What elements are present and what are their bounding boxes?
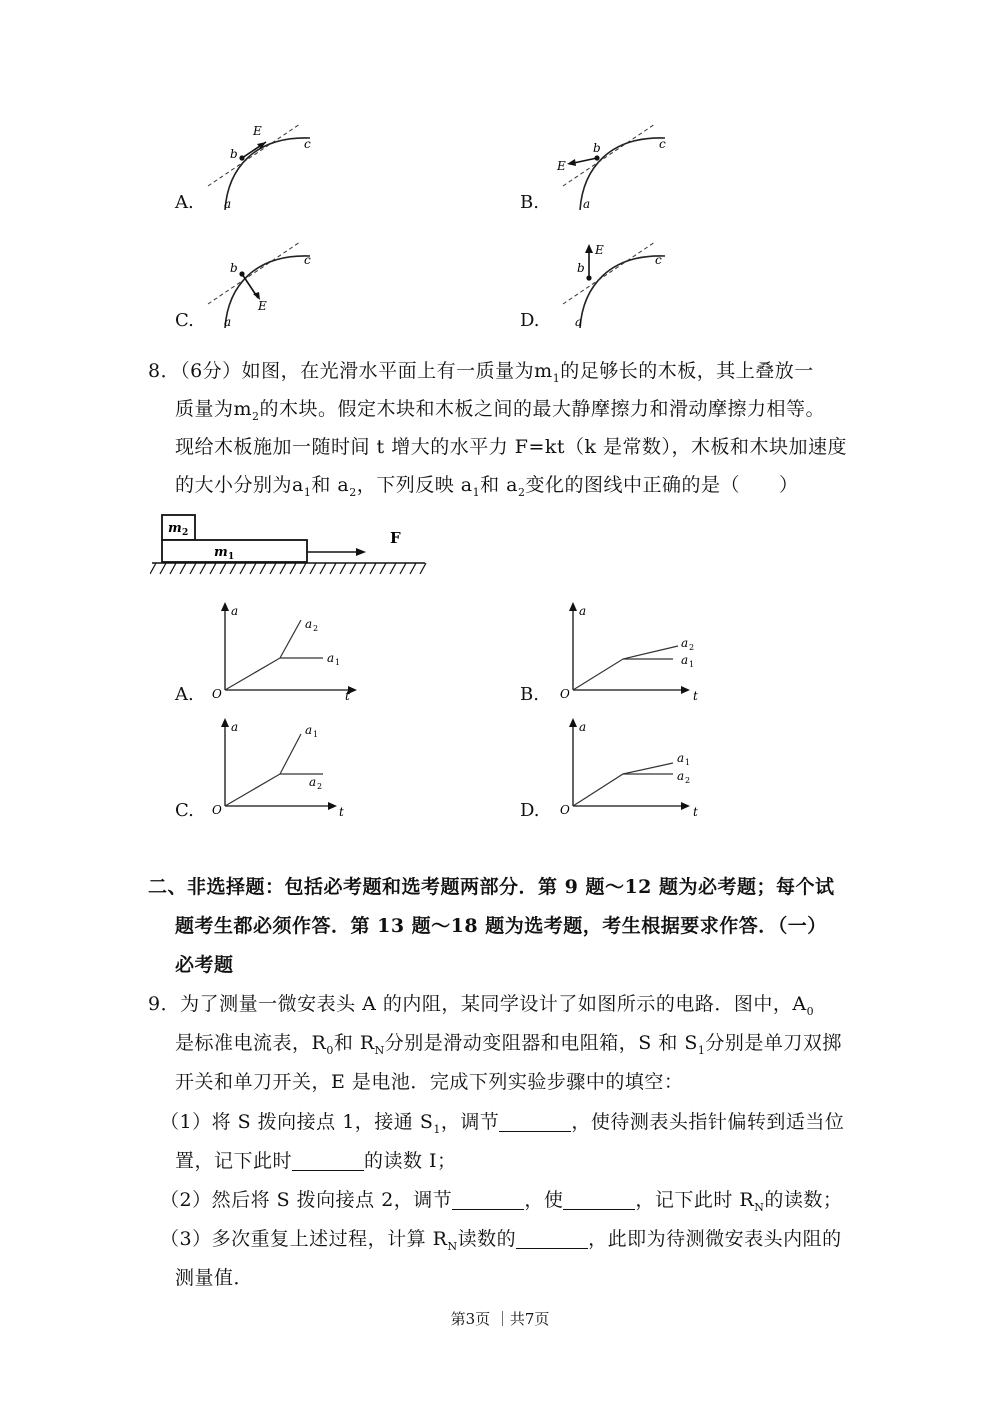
q7-option-b-figure [555,118,685,218]
svg-text:2: 2 [313,624,319,633]
q9-step-2: （2）然后将 S 拨向接点 2，调节 ，使 ，记下此时 $R_N$的读数； [160,1189,843,1214]
svg-text:t: t [693,805,698,816]
svg-text:a: a [677,769,685,783]
q8-board-block-figure [150,512,430,580]
svg-text:a: a [579,720,587,734]
q8-graph-b [553,600,713,700]
svg-text:O: O [560,803,570,816]
svg-text:a: a [224,197,232,211]
svg-text:a: a [309,775,317,789]
q8-graph-a-label: A. [175,684,194,705]
blank-5 [516,1226,588,1249]
svg-text:t: t [345,689,350,700]
svg-text:t: t [693,689,698,700]
q8-line-1: 8．（6分）如图，在光滑水平面上有一质量为$m_1$的足够长的木板，其上叠放一 [148,360,814,385]
blank-4 [563,1187,635,1210]
svg-text:m: m [168,521,182,536]
q8-graph-a [205,600,365,700]
q9-step-3-line-2: 测量值． [175,1267,254,1289]
q9-line-2: 是标准电流表，$R_0$和 $R_N$分别是滑动变阻器和电阻箱，S 和 $S_1$分别是单刀双掷 [175,1032,842,1057]
svg-text:F: F [390,529,401,547]
svg-text:2: 2 [182,528,189,538]
blank-3 [452,1187,524,1210]
svg-text:a: a [681,653,689,667]
svg-text:1: 1 [685,758,691,767]
q8-graph-b-label: B. [520,684,539,705]
q8-graph-c-label: C. [175,800,194,821]
svg-text:1: 1 [228,552,235,562]
svg-text:c: c [659,137,666,151]
svg-text:1: 1 [335,658,341,667]
svg-text:a: a [231,604,239,618]
q8-line-4: 的大小分别为$a_1$和 $a_2$，下列反映 $a_1$和 $a_2$变化的图线中正确的是（ ） [175,474,799,499]
svg-text:a: a [575,315,583,329]
svg-text:a: a [305,617,313,631]
svg-text:a: a [677,751,685,765]
q8-line-2: 质量为$m_2$的木块。假定木块和木板之间的最大静摩擦力和滑动摩擦力相等。 [175,398,826,423]
svg-text:a: a [231,720,239,734]
svg-text:1: 1 [689,660,695,669]
svg-text:2: 2 [317,782,323,791]
svg-text:2: 2 [685,776,691,785]
section2-heading-line-2: 题考生都必须作答．第 13 题～18 题为选考题，考生根据要求作答．（一） [175,915,827,937]
q8-line-3: 现给木板施加一随时间 t 增大的水平力 F=kt（k 是常数），木板和木块加速度 [175,436,848,458]
svg-text:b: b [593,141,601,155]
page-footer: 第3页 ｜共7页 [450,1310,550,1328]
svg-text:c: c [655,253,662,267]
svg-text:O: O [560,687,570,700]
blank-2 [292,1148,364,1171]
q8-graph-d [553,716,713,816]
svg-text:c: c [304,253,311,267]
svg-text:a: a [583,197,591,211]
q7-option-b-label: B. [520,192,539,213]
q7-option-c-label: C. [175,310,194,331]
svg-text:t: t [339,805,344,816]
svg-text:E: E [258,299,267,313]
q9-step-3-line-1: （3）多次重复上述过程，计算 $R_N$读数的 ，此即为待测微安表头内阻的 [160,1228,842,1253]
q7-option-a-figure [200,118,330,218]
svg-text:2: 2 [689,643,695,652]
q7-option-d-label: D. [520,310,540,331]
svg-text:a: a [305,723,313,737]
section2-heading-line-1: 二、非选择题：包括必考题和选考题两部分．第 9 题～12 题为必考题；每个试 [148,876,835,898]
q9-step-1-line-1: （1）将 S 拨向接点 1，接通 $S_1$，调节 ，使待测表头指针偏转到适当位 [160,1111,845,1136]
section2-heading-line-3: 必考题 [175,954,234,976]
svg-text:c: c [304,137,311,151]
svg-text:O: O [212,803,222,816]
svg-text:b: b [230,261,238,275]
q9-line-1: 9．为了测量一微安表头 A 的内阻，某同学设计了如图所示的电路．图中，$A_0$ [148,993,815,1018]
svg-text:a: a [681,636,689,650]
svg-text:1: 1 [313,730,319,739]
svg-text:E: E [253,124,262,138]
svg-text:b: b [577,261,585,275]
svg-text:a: a [579,604,587,618]
q9-line-3: 开关和单刀开关，E 是电池．完成下列实验步骤中的填空： [175,1071,684,1093]
blank-1 [499,1109,571,1132]
q9-step-1-line-2: 置，记下此时 的读数 I； [175,1150,457,1172]
svg-text:m: m [214,545,228,560]
svg-text:E: E [595,243,604,257]
q7-option-c-figure [200,236,330,336]
q8-graph-c [205,716,365,816]
svg-text:b: b [230,147,238,161]
q7-option-d-figure [555,236,685,336]
svg-text:O: O [212,687,222,700]
svg-text:a: a [327,651,335,665]
q8-graph-d-label: D. [520,800,540,821]
q7-option-a-label: A. [175,192,194,213]
svg-text:a: a [224,315,232,329]
svg-text:E: E [557,159,566,173]
